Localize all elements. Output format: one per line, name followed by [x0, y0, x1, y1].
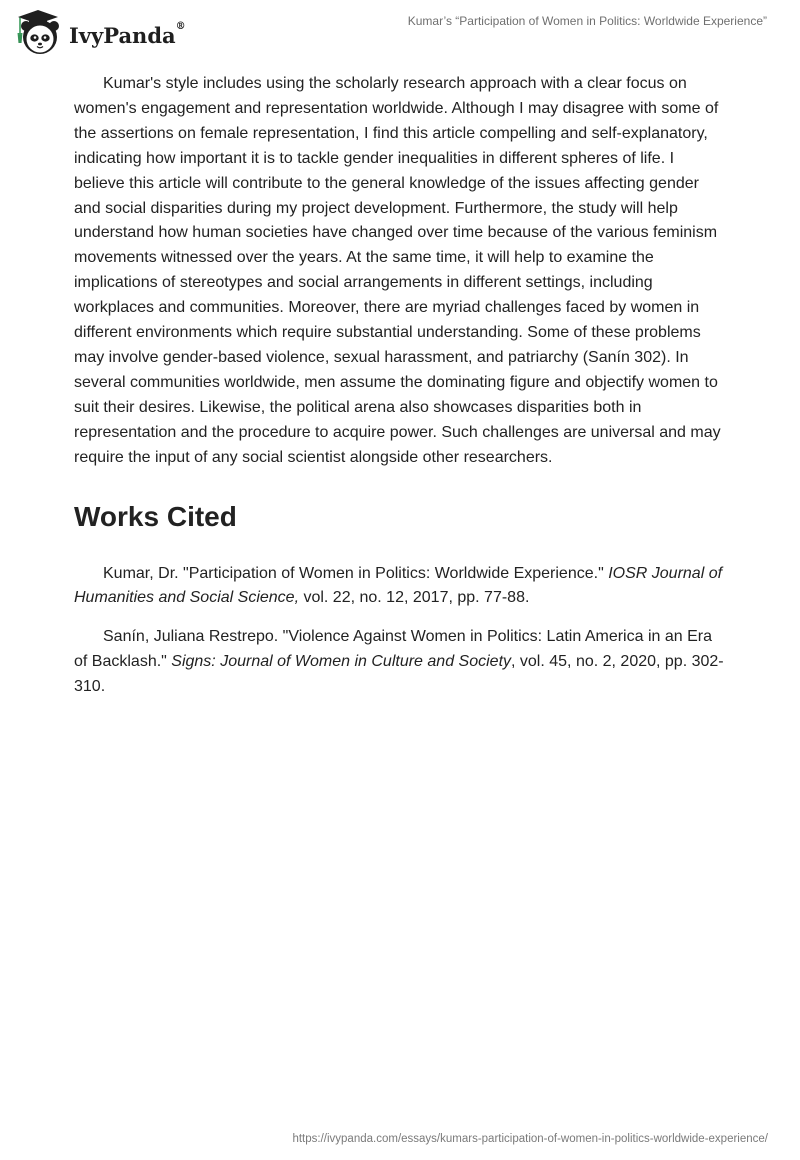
running-head: Kumar’s “Participation of Women in Politics: Worldwide Experience” — [407, 14, 767, 28]
citation-journal: IOSR Journal of Humanities and Social Science, — [74, 564, 723, 607]
citation-entry — [74, 625, 726, 700]
document-content — [74, 72, 726, 700]
citation-details: , vol. 45, no. 2, 2020, pp. 302-310. — [74, 653, 724, 696]
citation-journal: Signs: Journal of Women in Culture and Society — [171, 653, 512, 671]
citation-text: Kumar, Dr. "Participation of Women in Politics: Worldwide Experience." — [103, 564, 609, 582]
source-url[interactable]: https://ivypanda.com/essays/kumars-participation-of-women-in-politics-worldwide-experience/ — [292, 1133, 768, 1145]
body-paragraph: Kumar's style includes using the scholarly research approach with a clear focus on women's engagement and representation worldwide. Although I may disagree with some of the assertions on female representation, I find this article compelling and self-explanatory, indicating how important it is to tackle gender inequalities in different spheres of life. I believe this article will contribute to the general knowledge of the issues affecting gender and social disparities during my project development. Furthermore, the study will help understand how human societies have changed over time because of the various feminism movements witnessed over the years. At the same time, it will help to examine the implications of stereotypes and social arrangements in different settings, including workplaces and communities. Moreover, there are myriad challenges faced by women in different environments which require substantial understanding. Some of these problems may involve gender-based violence, sexual harassment, and patriarchy (Sanín 302). In several communities worldwide, men assume the dominating figure and objectify women to suit their desires. Likewise, the political arena also showcases disparities both in representation and the procedure to acquire power. Such challenges are universal and may require the input of any social scientist alongside other researchers. — [74, 75, 721, 466]
citation-entry — [74, 562, 726, 612]
registered-mark: ® — [175, 20, 186, 32]
ivypanda-logo[interactable] — [14, 9, 214, 57]
citation-details: vol. 22, no. 12, 2017, pp. 77-88. — [299, 589, 530, 607]
brand-name-text: IvyPanda — [69, 22, 176, 48]
panda-graduation-cap-icon — [14, 9, 64, 57]
citation-text: Sanín, Juliana Restrepo. "Violence Against Women in Politics: Latin America in an Era of Backlash." — [74, 628, 712, 671]
works-cited-heading: Works Cited — [74, 500, 237, 532]
brand-name — [69, 20, 186, 48]
